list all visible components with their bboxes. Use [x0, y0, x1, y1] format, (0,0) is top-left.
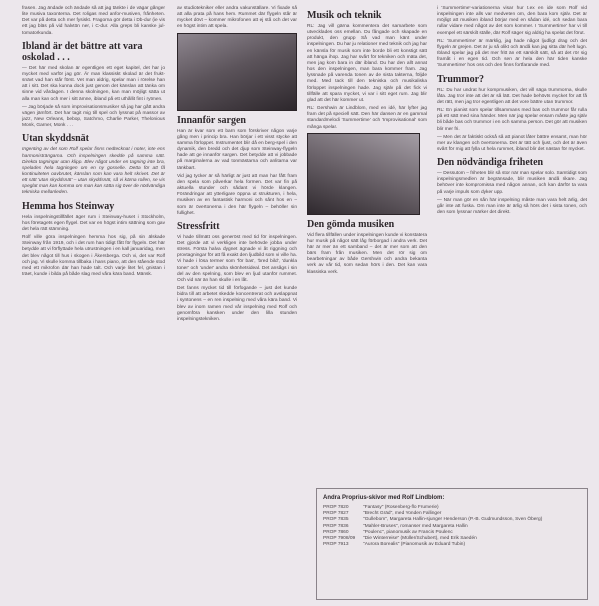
catalog-number: PROP 7836: [323, 523, 349, 529]
section-heading: Stressfritt: [177, 220, 220, 232]
catalog-number: PROP 7835: [323, 517, 349, 523]
album-title: "Poulenc", pianomusik av Francis Poulenc: [363, 529, 453, 535]
photo-rolf-at-piano: [177, 33, 297, 111]
body-paragraph: RL: Gershwin är Lindblom, med en idé, här lyfter jag fram det på speciell sätt. Den här dansen är en gammal standardmelodi 'Summertime' och 'Improvisational' som många spelar.: [307, 106, 427, 130]
body-paragraph: Vi hade tillmätt oss generöst med tid för inspelningen. Det gjorde att vi verkligen inte behövde jobba under stress. Första halva dygnet ägnade vi åt riggning och provtagningar för att få exakt den ljudbild som vi ville ha. Vi hade i lösa termer som 'för bas', 'bred bild', 'dunkla toner' och 'under' andra skönhetsideal. Det ansågs i sin del av den spelning, som blev en ljud utanför rummet. Och vid när än han skulle i en låt.: [177, 234, 297, 283]
photo-rolf-with-recorder: [307, 133, 420, 215]
body-paragraph: Vid flera tillfällen under inspelningen kunde vi konstatera hur musik på något sätt låg förborgad i andra verk. Det här är mer än ett samband – det är mer som att den bärs fram från musiken. Men det rör sig om bearbetningar av både Gershwin och andra bekanta verk av vår tid, som sedan hörs i den. Det kan vara klassiska verk.: [307, 232, 427, 275]
album-title: "Aurora Borealis" (Pianomusik av Eduard Tubin): [363, 542, 466, 548]
catalog-number: PROP 7913: [323, 542, 349, 548]
body-paragraph: — Dessutom – friheten blir så stor när man spelar solo. Samtidigt som inspelningsmedlen är begränsade, blir musiken ändå rikare. Jag behöver inte kompromissa med någon annan, och kan därför ta vara på varje impuls som dyker upp.: [437, 171, 587, 195]
column-1: [22, 6, 165, 280]
body-paragraph: — Det här med skolan är egentligen ett eget kapitel, det har jo mycket med varför jag gör. Är man klassiskt skolad är det frukt-snävt vad han står först. Vet man aldrig, spelar man i rörelse han att i sitt. Det ska kunna dock just genom det känslan att tänka om sinne vid vårdagen. I denna skolningen, kan man möjligt sätta ut alla man kan och mer i sitt ämne, ibland på ett uthållit fint i rytmen.: [22, 65, 165, 102]
column-4: [437, 6, 587, 218]
catalog-number: PROP 7908/09: [323, 536, 356, 542]
album-title: "Brecht Gräd", med Yonden Fallinger: [363, 511, 442, 517]
section-heading: Trummor?: [437, 73, 485, 85]
section-heading: Den nödvändiga friheten: [437, 157, 544, 169]
body-paragraph: — Jag började så som improvisationsmusiker så jag har gått andra vägen jämfört. Det har tagit mig till spel och lyssnat på massor av jazz, New Orleans, bebop, Satchmo, Charlie Parker, Thelonious Monk, Garner, Monk . . .: [22, 104, 165, 129]
section-heading: Utan skyddsnät: [22, 133, 89, 145]
body-paragraph: Ingenting av det som Rolf spelar finns nedtecknat i noter, inte ens harmonisträngarna. Och inspelningen skedde på samma sätt. Direkta tagningar utan klipp. Blev något under en tagning inte bra, spelades hela tagningen om en ny gosselle. Detta för att få kontinuiteten oavbrutet, känslan som kan vara helt skrivet. Det är ett sätt 'utan skyddsnät' – utan skyddsnät, så vi kärna rollen, se vis speglat man kan komma om man kan sätta sig över de nödvändiga tekniska mellanleden.: [22, 147, 165, 196]
album-title: "Mahler-Bruses", romanser med Margareta Hallin: [363, 523, 468, 529]
body-paragraph: RL: En pianist som spelar tillsammans med bas och trummor får rulla på ett sätt med sina händer. Men när jag spelar ensam måste jag själv bli både bas och trummor i en och samma person. Det gör att musiken blir mer fri.: [437, 108, 587, 132]
body-paragraph: — Men det är faktiskt också så att pianot låter bättre ensamt, man hör mer av klangen och övertonerna. Det är tätt och ljust, och det är även svårt för mig att fylla ut hela rummet, ibland blir det nästan för mycket.: [437, 134, 587, 152]
body-paragraph: Rolf ville göra inspelningen hemma hos sig, på sin älskade Steinway från 1919, och i det rum han tidigt fått för flygeln. Det här betydde att vi förflyttade hela utrustningen i en kall januaridag, men det blev något till hus i skogen i Åkersberga. Och vi, det var Rolf och jag. Vi skulle komma tillbaka i hans piano, att den stående stod med ett mikrofon där han hade talt. Och varje litet fel, gnistan i träet, kunde i bilda på både slag med våra kära band. Mänsk.: [22, 235, 165, 277]
body-paragraph: RL: Jag vill gärna kommentera det samarbete som utvecklades oss emellan. Du fångade och skapade en produkt, den grupp Så vad man känt under inspelningen. Du har ju relationer med teknik och jag har en känsla för musik som inte borde bli ett konstigt sätt att hänga ihop. Jag har svårt för tekniken och mäta det, men jag kom bara in där ibland. Du har den allt annat hos den inspelningen, man bara kommer fram. Jag lyssnade på varenda tonen av de sista takterna, följde med. Med tack till den tekniska och musikaliska förloppet inspelningen hade. Jag själv på det fick vi tillfälle att spara mycket, vi var i sitt eget rum. Jag blir glad att det här kommer ut.: [307, 24, 427, 103]
album-title: "Fantasy" (Rosenberg-flo Frumerie): [363, 505, 439, 510]
body-paragraph: Hela inspelningstillfället äger rum i Steinway-huset i Stockholm, hos företagets egen flygel. Det var en högst intim sättning som gav det hela rätt stämning.: [22, 214, 165, 232]
body-paragraph: Han är kvar som ett barn som förskriver någon varje gång men i princip bra. Han börjar i ett visst stycke att samma förloppet. Instrumentet blir då en berg-spel i den dynamik, den bredd och det djup som Steinway-flygeln hade att ge innanför sargen. Det betydde att vi jobbade på marginalerna av vad tonmästarna och anlitarna var tänkbart.: [177, 128, 297, 171]
discography-list: [317, 505, 587, 548]
section-heading: Innanför sargen: [177, 114, 246, 126]
catalog-number: PROP 7827: [323, 511, 349, 517]
section-heading: Musik och teknik: [307, 10, 382, 21]
column-2: [177, 6, 297, 325]
body-paragraph: RL: Du har undrat hur kompmusiken, det vill säga trummorna, skulle låta. Jag tror inte att det är så lätt. Det hade behövts mycket för att få det rätt, men jag tror egentligen att det vore bättre utan trummor.: [437, 87, 587, 105]
discography-title: Andra Proprius-skivor med Rolf Lindblom:: [323, 495, 445, 501]
section-heading: Hemma hos Steinway: [22, 200, 115, 212]
section-heading: Ibland är det bättre att vara oskolad . . .: [22, 40, 143, 63]
body-paragraph: Vid jag tycker är så härligt är just att man har fått fram den spela som påverkar hela formen. Det var fin på aktuella stunder och sådant vi hörde klangen. Förändringar att ytterligare öppna ut strukturen, i hela, musiken av en fantastisk harmoni och sånt hos en – som är övertonerna i den här flygeln – behöller sin fullighet.: [177, 173, 297, 216]
album-title: "Gullebom", Margareta Hallin-sjunger Henderson (P.-B. Gudmundsson, Sven Öberg): [363, 517, 543, 523]
section-heading: Den gömda musiken: [307, 218, 395, 230]
body-paragraph: Det fanns mycket tid till förfogande – just det kunde bidra till att arbetet skedde koncentrerat och avslappnat i syntonens – en ren inspelning med våra kära band. Vi blev av inom ramen med vår inspelning med Rolf och genomföra kansken under den lilla stunden inspelningstekniken.: [177, 286, 297, 322]
column-3: [307, 6, 427, 278]
discography-row: [323, 542, 587, 548]
body-paragraph: — När man gör en sån här inspelning måste man vara helt ärlig, det går inte att fuska. Om man inte är ärlig så hörs det i sista tonen, och den som lyssnar märker det direkt.: [437, 197, 587, 216]
discography-box: [316, 488, 588, 600]
body-paragraph: av studiotekniker eller andra vakunställare. Vi fixade så att alla prata på hans hem. Rummet där flygeln står är mycket dövt – kommer mikrofonen att ej stå och det var en högst intim att spela.: [177, 6, 297, 30]
body-paragraph: i 'Summertime'-variationerna visar hur t.ex en ide som Rolf vid inspelningen inte alls var medveten om, den bara kom själv. Det är möjligt att musiken ibland börjar med en sådan idé, och sedan bara rullar vidare med något av det som kommer. I 'Summertime' har vi till exempel ett särskilt ställe, där Rolf säger sig aldrig ha spelat det förut.: [437, 6, 587, 36]
catalog-number: PROP 7860: [323, 529, 349, 535]
catalog-number: PROP 7820: [323, 505, 349, 510]
body-paragraph: frasen. Jag ändade och ändade så att jag tänkte i de vägar gånger lite musiva taxonterna. Det roligas med anfor-musiven, frånheten. Det var på detta och mer fysiskt. Fragorna gör detta i Db-dur (ie vis ett jag bläs på vid halvtön ner, i C-dur. Alla greps bli kanske jul-tomatorkunda.: [22, 6, 165, 36]
album-title: "Die Winterreise" (Müller/Schubert), med Erik Saedén: [363, 536, 477, 542]
body-paragraph: RL: 'Summertime' är märklig, jag hade något ljudligt drag och det flygeln är grejen. Det är ju så olikt och ändå kan jag sitta där helt lugn. Ibland spelar jag på det mer fritt än ett särskilt sätt, så att det rör sig framåt i en egen tid. Och sen är hela den här tiden kanske 'Summertime' hos oss och den finns fortfarande med.: [437, 38, 587, 69]
